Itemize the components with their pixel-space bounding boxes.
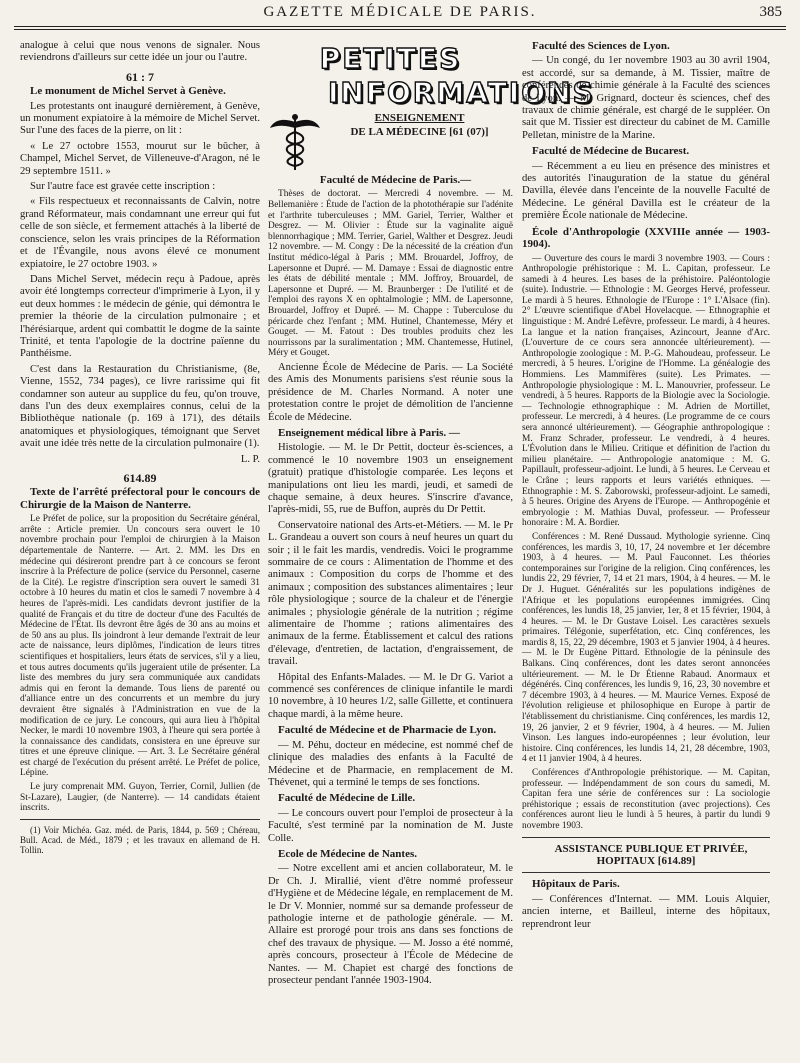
banner-petites: PETITES (319, 42, 462, 75)
footnote-rule (20, 819, 260, 820)
journal-title: GAZETTE MÉDICALE DE PARIS. (263, 4, 537, 20)
caduceus-icon (268, 112, 322, 172)
paragraph: — Récemment a eu lieu en présence des ministres et des autorités l'inauguration de la statue du général Davilla, élevée dans l'enceinte de la nouvelle Faculté de Médecine. Le général Davilla est le créateur de la première École nationale de Médecine. (522, 160, 770, 222)
paragraph: Thèses de doctorat. — Mercredi 4 novembre. — M. Bellemanière : Étude de l'action de la photothérapie sur l'adénite et l'arthrite tuberculeuses ; MM. Gariel, Terrier, Walther et Desgrez. — M. Olivier : Étude sur la vaginalite aiguë blennorrhagique ; MM. Terrier, Gariel, Walther et Desgrez. Jeudi 12 novembre. — M. Congy : De la nécessité de la création d'un Institut médico-légal à Paris ; MM. Brouardel, Joffroy, de Lapersonne et Dupré. — M. Damaye : Essai de diagnostic entre les états de débilité mentale ; MM. Joffroy, Brouardel, de Lapersonne et Dupré. — M. Braunberger : De l'utilité et de l'emploi des rayons X en ophtalmologie ; MM. de Lapersonne, Brouardel, Joffroy et Dupré. — M. Chappe : Tuberculose du péricarde chez l'enfant ; MM. Hutinel, Chantemesse, Méry et Gouget. — M. Fatout : Des troubles produits chez les nourrissons par la suralimentation ; MM. Chantemesse, Hutinel, Méry et Gouget. (268, 189, 513, 359)
section-rule (522, 837, 770, 838)
section-title: ENSEIGNEMENT (374, 112, 465, 124)
paragraph: — Un congé, du 1er novembre 1903 au 30 avril 1904, est accordé, sur sa demande, à M. Tissier, maître de conférences de chimie générale à la Faculté des sciences de Lyon. — M. Grignard, docteur ès sciences, chef des travaux de chimie générale, est chargé de le suppléer. On sait que M. Tissier est directeur du cabinet de M. Camille Pelletan, ministre de la Marine. (522, 55, 770, 141)
section-heading: ASSISTANCE PUBLIQUE ET PRIVÉE, HOPITAUX [614.89] (554, 842, 748, 867)
paragraph: « Fils respectueux et reconnaissants de Calvin, notre grand Réformateur, mais condamnant une erreur qui fut celle de son siècle, et fermement attachés à la liberté de conscience, selon les vrais principes de la Réformation et de l'Évangile, nous avons élevé ce monument expiatoire, le 27 octobre 1903. » (20, 196, 260, 270)
column-right (522, 40, 770, 934)
article-heading: Ecole de Médecine de Nantes. (278, 847, 417, 860)
article-heading: Texte de l'arrêté préfectoral pour le concours de Chirurgie de la Maison de Nanterre. (20, 486, 260, 511)
article-heading: Enseignement médical libre à Paris. — (278, 426, 460, 439)
paragraph: Les protestants ont inauguré dernièrement, à Genève, un monument expiatoire à la mémoire de Michel Servet. Sur l'une des faces de la pierre, on lit : (20, 100, 260, 137)
paragraph: Conférences : M. René Dussaud. Mythologie syrienne. Cinq conférences, les mardis 3, 10, 17, 24 novembre et 1er décembre 1903, à 4 heures. — M. Paul Fauconnet. Les théories contemporaines sur l'origine de la religion. Cinq conférences, les lundis 22, 29 février, 7, 14 et 21 mars, 1904, à 4 heures. — M. le Dr J. Huguet. Généralités sur les populations indigènes de l'Afrique et les populations européennes immigrées. Cinq conférences, les lundis 18, 25 janvier, 1er, 8 et 15 février, 1904, à 4 heures. — M. le Dr Gustave Loisel. Les caractères sexuels primaires. Télégonie, superfétation, etc. Cinq conférences, les mardis 8, 15, 22, 29 décembre, 1903 et 5 janvier 1904, à 4 heures. — M. le Dr Eugène Pittard. Ethnologie de la péninsule des Balkans. Cinq conférences, dont les dates seront annoncées ultérieurement. — M. le Dr Étienne Rabaud. Anormaux et dégénérés. Cinq conférences, les lundis 9, 16, 23, 30 novembre et 7 décembre 1903, à 4 heures. — M. Maurice Vernes. Exposé de l'évolution religieuse et philosophique en Europe à partir de l'établissement du christianisme. Cinq conférences, les mardis 12, 19, 26 janvier, 2 et 9 février, 1904, à 4 heures. — M. Julien Vinson. Les langues indo-européennes ; leur évolution, leur histoire. Cinq conférences, les lundis 14, 21, 28 décembre, 1903, 4 et 11 janvier 1904, à 4 heures. (522, 531, 770, 765)
article-heading: École d'Anthropologie (XXVIIIe année — 1903-1904). (522, 225, 770, 251)
section-rule (522, 872, 770, 873)
paragraph: Conférences d'Anthropologie préhistorique. — M. Capitan, professeur. — Indépendamment de son cours du samedi, M. Capitan fera une série de conférences sur : La sociologie préhistorique ; essais de reconstitution (avec projections). Ces conférences auront lieu le lundi à 5 heures, à partir du lundi 9 novembre 1903. (522, 768, 770, 831)
article-heading: Le monument de Michel Servet à Genève. (30, 85, 226, 98)
article-heading: Faculté des Sciences de Lyon. (532, 40, 670, 52)
article-heading: Faculté de Médecine de Lille. (278, 792, 416, 805)
paragraph: Le jury comprenait MM. Guyon, Terrier, Cornil, Jullien (de St-Lazare), Laugier, (de Nanterre). — 14 candidats étaient inscrits. (20, 782, 260, 814)
paragraph: Dans Michel Servet, médecin reçu à Padoue, après avoir été longtemps correcteur d'imprimerie à Lyon, il y eut deux hommes : le médecin de génie, qui démontra le premier la théorie de la circulation pulmonaire ; et l'hérésiarque, ardent qui combattit le dogme de la sainte Trinité, et tenta l'apologie de la doctrine païenne du Panthéisme. (20, 273, 260, 360)
section-number: 614.89 (123, 471, 157, 485)
paragraph: — Ouverture des cours le mardi 3 novembre 1903. — Cours : Anthropologie préhistorique : M. L. Capitan, professeur. Le samedi à 4 heures. Les bases de la préhistoire. Paléontologie (suite). Industrie. — Ethnologie : M. Georges Hervé, professeur. Le mardi à 5 heures. Ethnologie de l'Europe : 1° L'Alsace (fin). 2° L'œuvre scientifique d'Abel Hovelacque. — Ethnographie et linguistique : M. André Lefèvre, professeur. Le mardi, à 4 heures. La langue et la nation françaises, Azincourt, Jeanne d'Arc. (L'ouverture de ce cours sera annoncée ultérieurement). — Anthropologie zoologique : M. P.-G. Mahoudeau, professeur. Le mercredi, à 5 heures. L'origine de l'Homme. La généalogie des Hommiens. Les Mammifères (suite). Les Primates. — Anthropologie physiologique : M. L. Manouvrier, professeur. Le vendredi, à 5 heures. Rapports de la Biologie avec la Sociologie. — Technologie ethnographique : M. Adrien de Mortillet, professeur. Le mercredi, à 4 heures. (Le programme de ce cours sera annoncé ultérieurement). — Géographie anthropologique : M. Franz Schrader, professeur. Le vendredi, à 4 heures. L'Évolution dans le Milieu. Critique et définition de l'action du milieu planétaire. — Anthropologie anatomique : M. G. Papillault, professeur-adjoint. Le lundi, à 5 heures. Le Cerveau et le Crâne ; leurs rapports et leurs variétés ethniques. — Ethnographie : M. S. Zaborowski, professeur-adjoint. Le samedi, à 5 heures. Origine des Aryens de l'Europe. — Anthropogénie et embryologie : M. Mathias Duval, professeur. — Professeur honoraire : M. A. Bordier. (522, 253, 770, 529)
paragraph: C'est dans la Restauration du Christianisme, (8e, Vienne, 1552, 734 pages), ce livre rarissime qui fit condamner son auteur au supplice du feu, qu'on trouve, dans l'un des deux exemplaires connus, celui de la Bibliothèque nationale (p. 169 à 171), des détails anatomiques et physiologiques, témoignant que Servet avait une idée très nette de la circulation pulmonaire (1). (20, 363, 260, 450)
article-heading: Faculté de Médecine de Bucarest. (532, 145, 690, 158)
page-number: 385 (759, 4, 782, 20)
paragraph: Le Préfet de police, sur la proposition du Secrétaire général, arrête : Article premier. Un concours sera ouvert le 10 novembre prochain pour l'emploi de chirurgien à la Maison départementale de Nanterre. — Art. 2. MM. les Drs en médecine qui désireront prendre part à ce concours se feront inscrire à la Préfecture de police (service du Personnel, caserne de la Cité). Le registre d'inscription sera ouvert le samedi 31 octobre à 10 heures du matin et clos le samedi 7 novembre à 4 heures de l'après-midi. Les candidats devront justifier de la qualité de Français et du titre de docteur d'une des Facultés de Médecine de l'État. Ils devront être âgés de 30 ans au moins et de 50 ans au plus. Ils joindront à leur demande l'extrait de leur acte de naissance, leurs diplômes, l'indication de leurs titres scientifiques et hospitaliers, leurs états de services, s'il y a lieu, et tous autres documents qu'ils jugeraient utile de présenter. La liste des membres du jury sera communiquée aux candidats admis qui en feront la demande. Tous liens de parenté ou d'alliance entre un des concurrents et un membre du jury devraient être signalés à l'Administration en vue de la modification de ce jury. Le concours, qui aura lieu à l'hôpital Necker, le mardi 10 novembre 1903, à l'heure qui sera portée à la connaissance des candidats, consistera en une épreuve sur titres et une épreuve clinique. — Art. 3. Le Secrétaire général est chargé de l'exécution du présent arrêté. Le Préfet de police, Lépine. (20, 514, 260, 779)
paragraph: Ancienne École de Médecine de Paris. — La Société des Amis des Monuments parisiens s'est réunie sous la présidence de M. Charles Normand. A noter une protestation contre le projet de démolition de l'ancienne École de Médecine. (268, 361, 513, 423)
paragraph: — Le concours ouvert pour l'emploi de prosecteur à la Faculté, s'est terminé par la nomination de M. Juste Colle. (268, 807, 513, 844)
banner-informations: INFORMATIONS (328, 76, 595, 109)
intro-text: analogue à celui que nous venons de signaler. Nous reviendrons d'ailleurs sur cette idée un jour ou l'autre. (20, 40, 260, 64)
article-heading: Faculté de Médecine et de Pharmacie de Lyon. (278, 724, 497, 737)
paragraph: — Notre excellent ami et ancien collaborateur, M. le Dr Ch. J. Mirallié, vient d'être nommé professeur d'Hygiène et de Médecine légale, en remplacement de M. le Dr V. Monnier, nommé sur sa demande professeur de pathologie interne et de pathologie générale. — M. Allaire est prorogé pour trois ans dans ses fonctions de chef des travaux de physique. — M. Josso a été nommé, après concours, prosecteur à l'École de Médecine de Nantes. — M. Chapiet est chargé des fonctions de prosecteur pendant l'année 1903-1904. (268, 863, 513, 986)
paragraph: Conservatoire national des Arts-et-Métiers. — M. le Pr L. Grandeau a ouvert son cours à neuf heures un quart du soir ; il le fait les mardis, vendredis. Voici le programme sommaire de ce cours : Alimentation de l'homme et des animaux : Composition du corps de l'homme et des animaux ; composition des substances alimentaires ; leur rôle physiologique ; source de la chaleur et de l'énergie animales ; physiologie générale de la nutrition ; régime alimentaire de l'homme ; rations alimentaires des animaux de la ferme. Établissement et calcul des rations d'élevage, d'entretien, de lactation, d'engraissement, de travail. (268, 519, 513, 668)
article-heading: Faculté de Médecine de Paris.— (319, 174, 472, 186)
paragraph: — Conférences d'Internat. — MM. Louis Alquier, ancien interne, et Bailleul, interne des hôpitaux, reprendront leur (522, 893, 770, 930)
paragraph: « Le 27 octobre 1553, mourut sur le bûcher, à Champel, Michel Servet, de Villeneuve-d'Aragon, né le 29 septembre 1511. » (20, 140, 260, 177)
footnote: (1) Voir Michéa. Gaz. méd. de Paris, 1844, p. 569 ; Chéreau, Bull. Acad. de Méd., 1879 ; et les travaux en allemand de H. Tollin. (20, 824, 260, 855)
paragraph: — M. Péhu, docteur en médecine, est nommé chef de clinique des maladies des enfants à la Faculté de Médecine et de Pharmacie, en remplacement de M. Thévenet, qui a terminé le temps de ses fonctions. (268, 739, 513, 788)
column-left (20, 40, 260, 858)
signature: L. P. (240, 453, 260, 465)
paragraph: Sur l'autre face est gravée cette inscription : (30, 181, 216, 193)
section-subtitle: DE LA MÉDECINE [61 (07)] (350, 126, 489, 139)
section-header (268, 112, 513, 172)
paragraph: Hôpital des Enfants-Malades. — M. le Dr G. Variot a commencé ses conférences de clinique infantile le mardi 10 novembre, à 10 heures 1/2, salle Gillette, et continuera chaque mardi, à la même heure. (268, 671, 513, 720)
paragraph: Histologie. — M. le Dr Pettit, docteur ès-sciences, a commencé le 10 novembre 1903 un enseignement (gratuit) pratique d'histologie comparée. Les leçons et manipulations ont lieu les mardi, jeudi, et samedi de chaque semaine, à deux heures. S'inscrire d'avance, l'après-midi, 55, rue de Buffon, auprès du Dr Pettit. (268, 442, 513, 516)
header-rule (14, 26, 786, 30)
section-titles (326, 112, 513, 139)
section-number: 61 : 7 (126, 69, 154, 84)
article-heading: Hôpitaux de Paris. (532, 878, 620, 891)
